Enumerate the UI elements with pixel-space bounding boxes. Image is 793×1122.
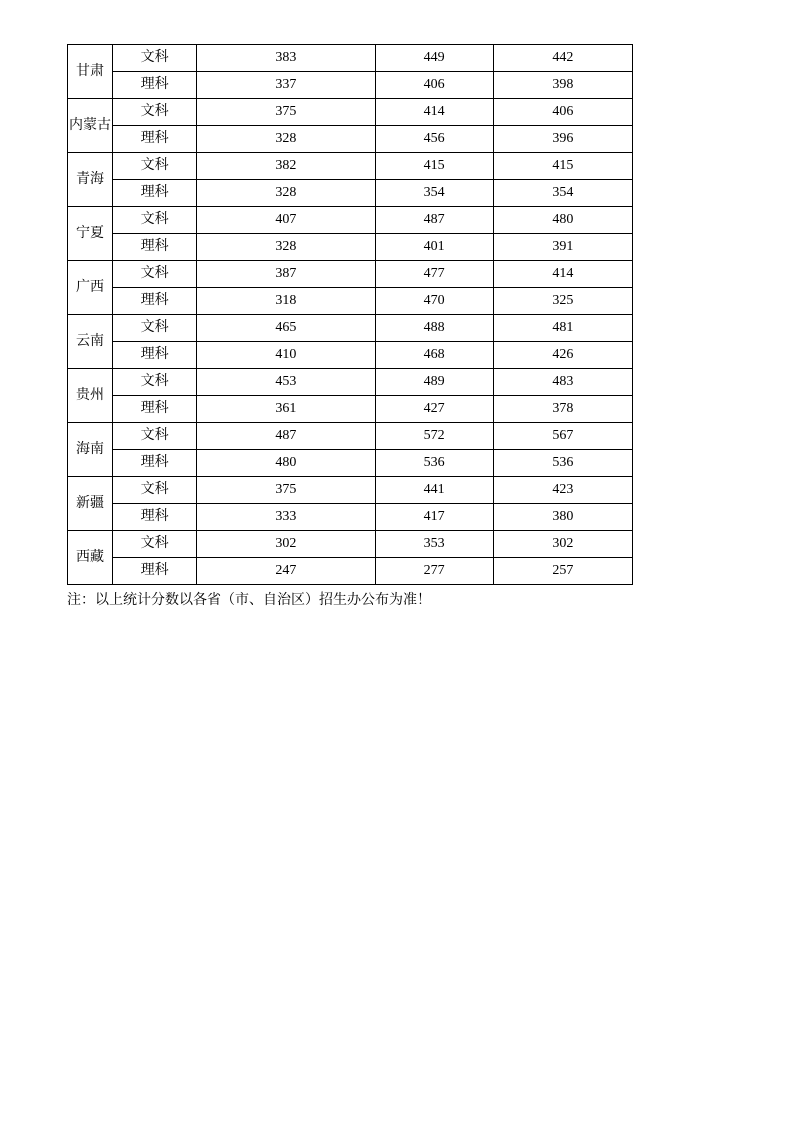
score-cell: 378 (493, 396, 632, 423)
score-cell: 383 (197, 45, 375, 72)
subject-type-cell: 理科 (113, 126, 197, 153)
score-cell: 328 (197, 126, 375, 153)
score-cell: 375 (197, 477, 375, 504)
table-row (68, 558, 633, 585)
score-cell: 536 (493, 450, 632, 477)
subject-type-cell: 理科 (113, 450, 197, 477)
footnote: 注：以上统计分数以各省（市、自治区）招生办公布为准！ (67, 593, 431, 608)
score-cell: 302 (493, 531, 632, 558)
table-row (68, 531, 633, 558)
table-row (68, 45, 633, 72)
table-row (68, 342, 633, 369)
province-cell: 青海 (68, 153, 113, 207)
subject-type-cell: 文科 (113, 45, 197, 72)
subject-type-cell: 文科 (113, 369, 197, 396)
subject-type-cell: 文科 (113, 423, 197, 450)
score-cell: 477 (375, 261, 493, 288)
subject-type-cell: 理科 (113, 72, 197, 99)
score-cell: 456 (375, 126, 493, 153)
score-cell: 470 (375, 288, 493, 315)
subject-type-cell: 文科 (113, 207, 197, 234)
province-cell: 云南 (68, 315, 113, 369)
score-cell: 318 (197, 288, 375, 315)
score-cell: 353 (375, 531, 493, 558)
score-cell: 406 (375, 72, 493, 99)
score-cell: 426 (493, 342, 632, 369)
score-cell: 277 (375, 558, 493, 585)
province-cell: 海南 (68, 423, 113, 477)
score-cell: 536 (375, 450, 493, 477)
province-cell: 宁夏 (68, 207, 113, 261)
subject-type-cell: 文科 (113, 531, 197, 558)
score-table-body (68, 45, 633, 585)
score-cell: 414 (375, 99, 493, 126)
table-row (68, 234, 633, 261)
subject-type-cell: 理科 (113, 180, 197, 207)
score-cell: 414 (493, 261, 632, 288)
score-cell: 442 (493, 45, 632, 72)
table-row (68, 504, 633, 531)
score-cell: 480 (197, 450, 375, 477)
score-table (67, 44, 633, 585)
subject-type-cell: 理科 (113, 558, 197, 585)
table-row (68, 99, 633, 126)
score-cell: 387 (197, 261, 375, 288)
score-cell: 489 (375, 369, 493, 396)
score-cell: 410 (197, 342, 375, 369)
score-cell: 480 (493, 207, 632, 234)
subject-type-cell: 文科 (113, 153, 197, 180)
table-row (68, 423, 633, 450)
subject-type-cell: 理科 (113, 396, 197, 423)
score-cell: 417 (375, 504, 493, 531)
subject-type-cell: 文科 (113, 315, 197, 342)
table-row (68, 477, 633, 504)
score-cell: 401 (375, 234, 493, 261)
province-cell: 甘肃 (68, 45, 113, 99)
subject-type-cell: 文科 (113, 99, 197, 126)
score-cell: 465 (197, 315, 375, 342)
score-cell: 483 (493, 369, 632, 396)
province-cell: 西藏 (68, 531, 113, 585)
table-row (68, 396, 633, 423)
score-cell: 441 (375, 477, 493, 504)
score-cell: 380 (493, 504, 632, 531)
subject-type-cell: 理科 (113, 288, 197, 315)
score-cell: 325 (493, 288, 632, 315)
score-cell: 572 (375, 423, 493, 450)
table-row (68, 72, 633, 99)
score-cell: 415 (375, 153, 493, 180)
subject-type-cell: 理科 (113, 504, 197, 531)
score-cell: 488 (375, 315, 493, 342)
subject-type-cell: 文科 (113, 261, 197, 288)
score-cell: 257 (493, 558, 632, 585)
province-cell: 贵州 (68, 369, 113, 423)
table-row (68, 261, 633, 288)
score-cell: 481 (493, 315, 632, 342)
score-cell: 487 (197, 423, 375, 450)
score-cell: 398 (493, 72, 632, 99)
province-cell: 新疆 (68, 477, 113, 531)
score-cell: 453 (197, 369, 375, 396)
table-row (68, 315, 633, 342)
province-cell: 内蒙古 (68, 99, 113, 153)
score-cell: 567 (493, 423, 632, 450)
subject-type-cell: 理科 (113, 234, 197, 261)
score-cell: 354 (493, 180, 632, 207)
table-row (68, 288, 633, 315)
score-cell: 423 (493, 477, 632, 504)
score-cell: 487 (375, 207, 493, 234)
score-cell: 302 (197, 531, 375, 558)
table-row (68, 369, 633, 396)
subject-type-cell: 理科 (113, 342, 197, 369)
score-cell: 427 (375, 396, 493, 423)
score-cell: 247 (197, 558, 375, 585)
score-cell: 382 (197, 153, 375, 180)
score-cell: 391 (493, 234, 632, 261)
score-cell: 333 (197, 504, 375, 531)
score-cell: 337 (197, 72, 375, 99)
score-cell: 396 (493, 126, 632, 153)
score-cell: 415 (493, 153, 632, 180)
score-cell: 375 (197, 99, 375, 126)
score-cell: 328 (197, 180, 375, 207)
table-row (68, 207, 633, 234)
subject-type-cell: 文科 (113, 477, 197, 504)
score-cell: 361 (197, 396, 375, 423)
table-row (68, 450, 633, 477)
score-cell: 407 (197, 207, 375, 234)
province-cell: 广西 (68, 261, 113, 315)
score-cell: 406 (493, 99, 632, 126)
score-cell: 449 (375, 45, 493, 72)
table-row (68, 180, 633, 207)
score-cell: 468 (375, 342, 493, 369)
table-row (68, 126, 633, 153)
table-row (68, 153, 633, 180)
score-cell: 328 (197, 234, 375, 261)
score-cell: 354 (375, 180, 493, 207)
